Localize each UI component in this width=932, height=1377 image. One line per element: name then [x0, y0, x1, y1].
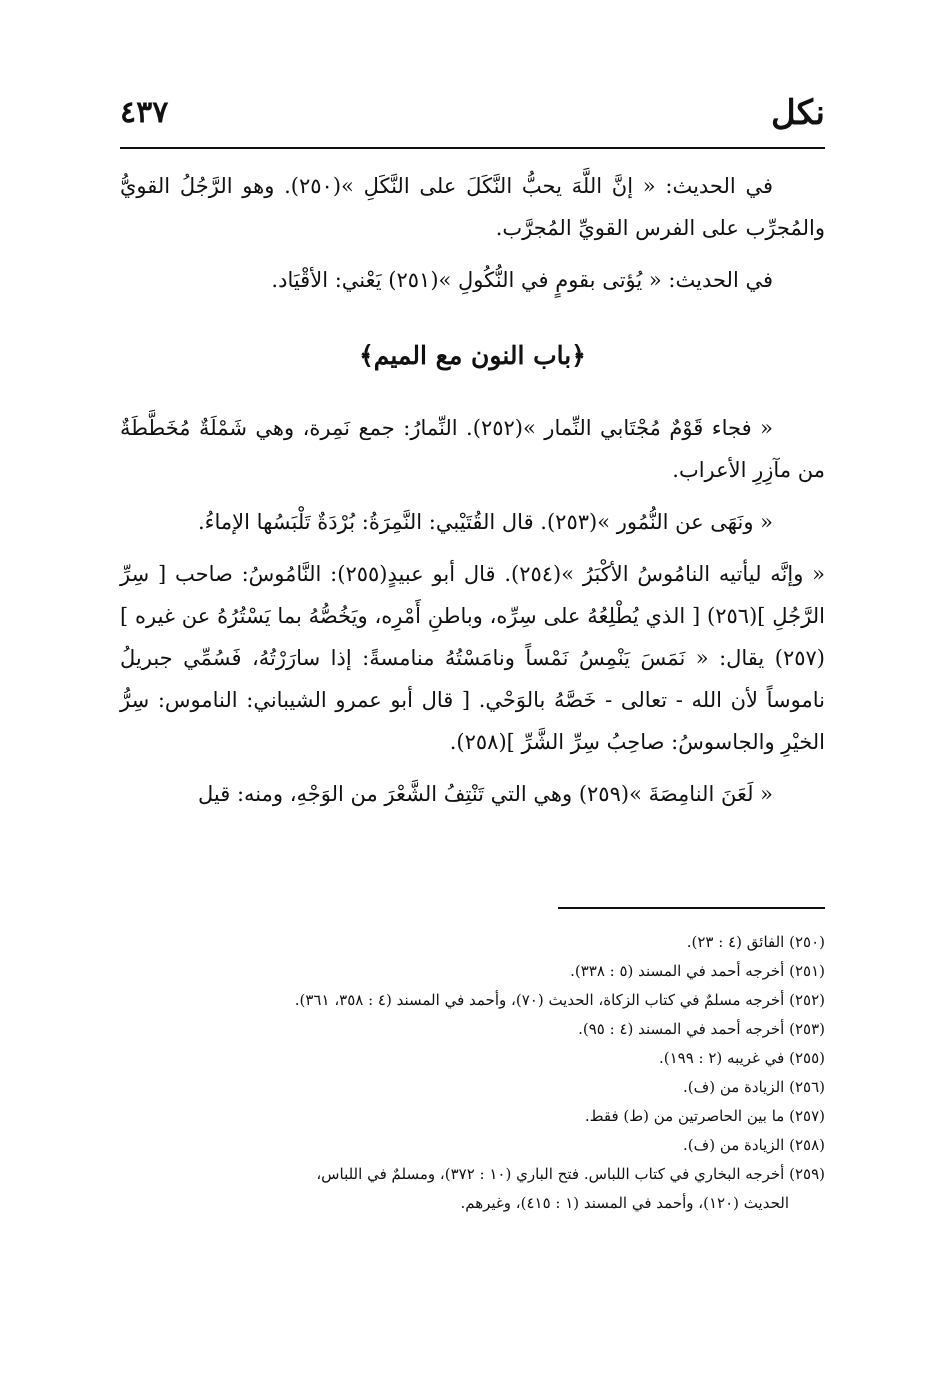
section-title: ﴿باب النون مع الميم﴾	[359, 341, 586, 370]
footnote: (٢٥٠) الفائق (٤ : ٢٣).	[686, 933, 825, 951]
footnote: (٢٥٢) أخرجه مسلمٌ في كتاب الزكاة، الحديث (٧٠)، وأحمد في المسند (٤ : ٣٥٨، ٣٦١).	[294, 991, 825, 1009]
footnote: (٢٥١) أخرجه أحمد في المسند (٥ : ٣٣٨).	[570, 962, 825, 980]
footnote: (٢٥٣) أخرجه أحمد في المسند (٤ : ٩٥).	[578, 1020, 825, 1038]
main-text	[120, 165, 825, 825]
footnotes	[120, 928, 825, 1218]
footnote: (٢٥٨) الزيادة من (ف).	[683, 1136, 825, 1154]
page-header	[120, 88, 825, 138]
footnote: (٢٥٩) أخرجه البخاري في كتاب اللباس. فتح الباري (١٠ : ٣٧٢)، ومسلمٌ في اللباس،	[316, 1165, 825, 1183]
paragraph-numur: « ونَهَى عن النُّمُور »(٢٥٣). قال القُتَيْبي: النَّمِرَةُ: بُرْدَةٌ تَلْبَسُها الإماءُ.	[197, 510, 773, 534]
paragraph-nukul-hadith: في الحديث: « يُؤتى بقومٍ في النُّكُولِ »(٢٥١) يَعْني: الأقْيَاد.	[271, 268, 773, 292]
footnote: (٢٥٦) الزيادة من (ف).	[683, 1078, 825, 1096]
footnote-divider	[558, 907, 825, 909]
footnote-continuation: الحديث (١٢٠)، وأحمد في المسند (١ : ٤١٥)، وغيرهم.	[460, 1194, 789, 1212]
paragraph-nakal-hadith: في الحديث: « إنَّ اللَّهَ يحبُّ النَّكَلَ على النَّكَلِ »(٢٥٠). وهو الرَّجُلُ القويُّ والمُجرِّب على الفرس القويِّ المُجرَّب.	[120, 174, 825, 240]
page-number: ٤٣٧	[120, 95, 169, 130]
paragraph-namisa: « لَعَنَ النامِصَةَ »(٢٥٩) وهي التي تَنْتِفُ الشَّعْرَ من الوَجْهِ، ومنه: قيل	[198, 782, 773, 806]
header-divider	[120, 147, 825, 149]
footnote: (٢٥٧) ما بين الحاصرتين من (ط) فقط.	[584, 1107, 825, 1125]
paragraph-nimar: « فجاء قَوْمٌ مُجْتَابي النِّمار »(٢٥٢). النِّمارُ: جمع نَمِرة، وهي شَمْلَةٌ مُخَطَّطَةٌ من مآزِرِ الأعراب.	[120, 416, 825, 482]
footnote: (٢٥٥) في غريبه (٢ : ١٩٩).	[658, 1049, 825, 1067]
root-word-heading: نكل	[771, 93, 825, 133]
paragraph-namus: « وإنَّه ليأتيه النامُوسُ الأكْبَرُ »(٢٥٤). قال أبو عبيدٍ(٢٥٥): النَّامُوسُ: صاحب [ سِرِّ الرَّجُلِ ](٢٥٦) [ الذي يُطْلِعُهُ على سِرِّه، وباطنِ أَمْرِه، ويَخُصُّهُ بما يَسْتُرُهُ عن غيره ](٢٥٧) يقال: « نَمَسَ يَنْمِسُ نَمْساً ونامَسْتُهُ منامسةً: إذا سارَرْتُهُ، فَسُمِّي جبريلُ ناموساً لأن الله - تعالى - خَصَّهُ بالوَحْي. [ قال أبو عمرو الشيباني: الناموس: سِرُّ الخيْرِ والجاسوسُ: صاحِبُ سِرِّ الشَّرِّ ](٢٥٨).	[120, 562, 825, 754]
